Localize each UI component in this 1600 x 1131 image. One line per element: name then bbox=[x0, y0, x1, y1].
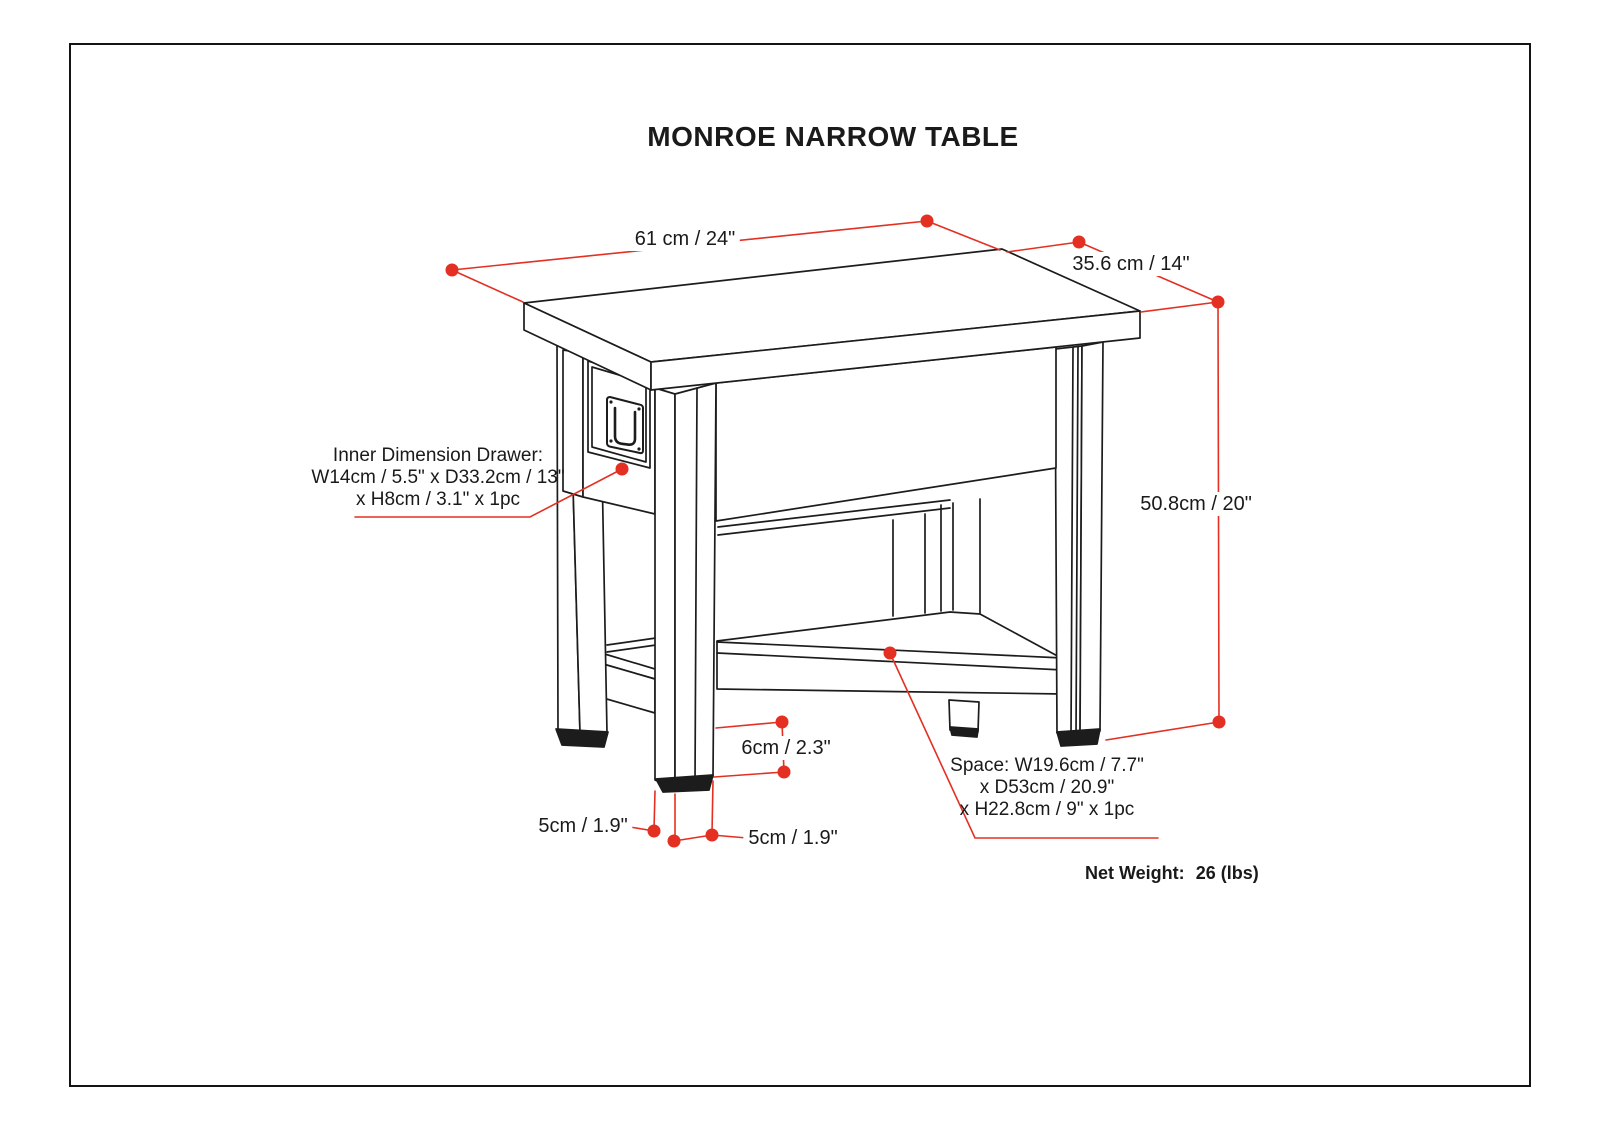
net-weight-label: Net Weight: bbox=[1085, 863, 1185, 883]
drawer-annotation bbox=[311, 445, 564, 511]
page-title: MONROE NARROW TABLE bbox=[647, 121, 1019, 152]
foot-left-dimension-label: 5cm / 1.9" bbox=[533, 814, 632, 838]
height-dimension-label: 50.8cm / 20" bbox=[1135, 492, 1257, 516]
foot-right-dimension-label: 5cm / 1.9" bbox=[743, 826, 842, 850]
table-structure bbox=[524, 249, 1140, 792]
front-leg bbox=[655, 383, 716, 792]
net-weight-value: 26 (lbs) bbox=[1195, 863, 1259, 883]
shelf-clearance-label: 6cm / 2.3" bbox=[736, 736, 835, 760]
height-dimension-line bbox=[1106, 296, 1226, 741]
space-annotation-line3: x H22.8cm / 9" x 1pc bbox=[959, 799, 1135, 820]
drawer-annotation-line1: Inner Dimension Drawer: bbox=[332, 445, 544, 466]
drawer-annotation-line2: W14cm / 5.5" x D33.2cm / 13" bbox=[311, 467, 565, 488]
right-leg bbox=[1055, 342, 1103, 746]
width-dimension-label: 61 cm / 24" bbox=[630, 227, 740, 251]
net-weight bbox=[1085, 863, 1265, 884]
space-annotation-line2: x D53cm / 20.9" bbox=[979, 777, 1115, 798]
space-annotation bbox=[950, 755, 1144, 821]
space-annotation-line1: Space: W19.6cm / 7.7" bbox=[950, 755, 1144, 776]
drawer-annotation-line3: x H8cm / 3.1" x 1pc bbox=[355, 489, 521, 510]
depth-dimension-label: 35.6 cm / 14" bbox=[1067, 252, 1194, 276]
